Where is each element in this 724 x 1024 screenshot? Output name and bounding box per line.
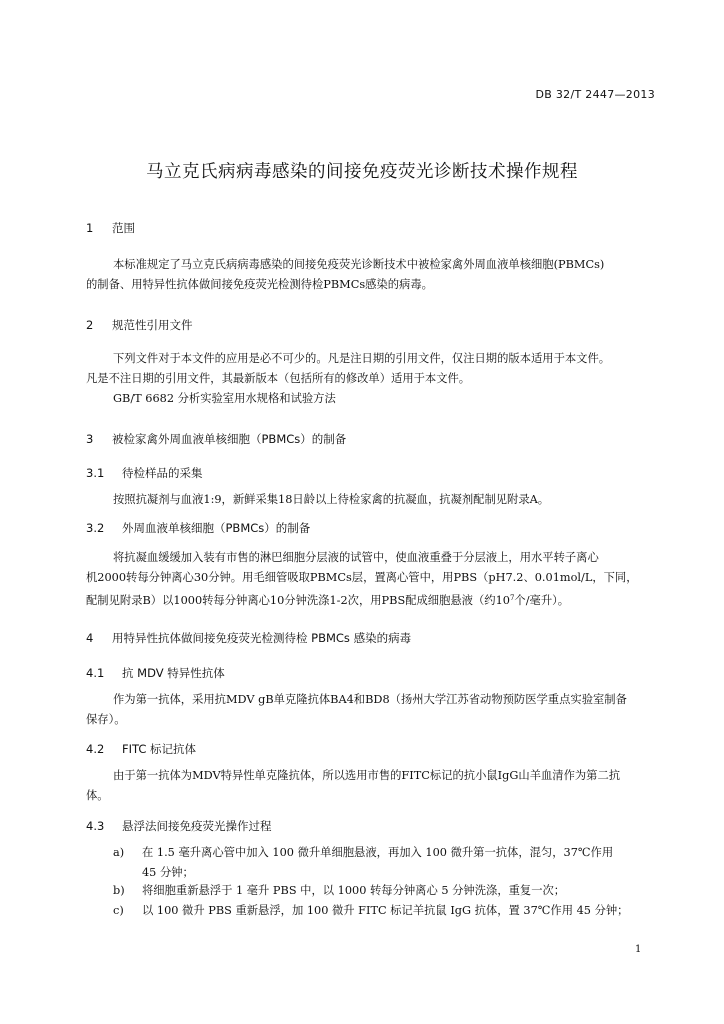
list-marker: a) [113,846,125,859]
standard-code: DB 32/T 2447—2013 [535,88,655,101]
subsection-number: 3.2 [86,521,105,535]
section-2-paragraph [86,349,656,409]
text-run: 个/毫升）。 [514,594,570,607]
subsection-title: 抗 MDV 特异性抗体 [122,666,225,680]
subsection-heading-4-2 [86,741,196,757]
subsection-3-2-paragraph [86,548,656,611]
page-number: 1 [635,944,642,955]
subsection-title: FITC 标记抗体 [122,742,197,756]
normative-reference: GB/T 6682 分析实验室用水规格和试验方法 [113,392,336,405]
list-item-text: 将细胞重新悬浮于 1 毫升 PBS 中，以 1000 转每分钟离心 5 分钟洗涤，重复一次； [142,884,566,897]
subsection-number: 4.1 [86,666,105,680]
section-number: 1 [86,221,94,235]
section-title: 范围 [112,221,135,235]
superscript-exponent: 7 [509,594,515,602]
paragraph-line: 凡是不注日期的引用文件，其最新版本（包括所有的修改单）适用于本文件。 [86,372,471,385]
section-number: 4 [86,631,94,645]
section-number: 2 [86,318,94,332]
paragraph-line: 按照抗凝剂与血液1:9，新鲜采集18日龄以上待检家禽的抗凝血，抗凝剂配制见附录A。 [113,493,550,506]
paragraph-line: 机2000转每分钟离心30分钟。用毛细管吸取PBMCs层，置离心管中，用PBS（pH7.2、0.01mol/L，下同， [86,571,638,584]
section-title: 规范性引用文件 [112,318,193,332]
paragraph-line: 由于第一抗体为MDV特异性单克隆抗体，所以选用市售的FITC标记的抗小鼠IgG山羊血清作为第二抗 [113,769,621,782]
subsection-title: 待检样品的采集 [122,466,203,480]
text-run: 配制见附录B）以1000转每分钟离心10分钟洗涤1-2次，用PBS配成细胞悬液（约10 [86,594,510,607]
paragraph-line: 将抗凝血缓缓加入装有市售的淋巴细胞分层液的试管中，使血液重叠于分层液上，用水平转子离心 [113,551,599,564]
subsection-title: 外周血液单核细胞（PBMCs）的制备 [122,521,311,535]
list-item-a [113,843,673,883]
subsection-3-1-paragraph [86,490,656,510]
document-title: 马立克氏病病毒感染的间接免疫荧光诊断技术操作规程 [146,162,578,182]
subsection-heading-3-2 [86,520,310,536]
subsection-number: 4.2 [86,742,105,756]
list-item-text: 45 分钟； [142,866,194,879]
section-heading-2 [86,317,193,333]
list-item-c [113,901,673,921]
section-title: 被检家禽外周血液单核细胞（PBMCs）的制备 [112,432,347,446]
paragraph-line: 保存）。 [86,713,126,726]
subsection-number: 4.3 [86,819,105,833]
subsection-4-1-paragraph [86,690,656,730]
section-heading-3 [86,431,346,447]
section-title: 用特异性抗体做间接免疫荧光检测待检 PBMCs 感染的病毒 [112,631,412,645]
list-marker: c) [113,904,124,917]
list-marker: b) [113,884,125,897]
section-number: 3 [86,432,94,446]
paragraph-line: 本标准规定了马立克氏病病毒感染的间接免疫荧光诊断技术中被检家禽外周血液单核细胞(PBMCs) [113,258,605,271]
paragraph-line: 的制备、用特异性抗体做间接免疫荧光检测待检PBMCs感染的病毒。 [86,278,433,291]
paragraph-line [59,588,656,611]
list-item-text: 以 100 微升 PBS 重新悬浮，加 100 微升 FITC 标记羊抗鼠 IgG 抗体，置 37℃作用 45 分钟； [142,904,629,917]
list-item-text: 在 1.5 毫升离心管中加入 100 微升单细胞悬液，再加入 100 微升第一抗体，混匀，37℃作用 [142,846,614,859]
subsection-heading-4-3 [86,818,272,834]
section-1-paragraph [86,255,656,295]
section-heading-1 [86,220,135,236]
subsection-heading-3-1 [86,465,203,481]
paragraph-line: 作为第一抗体，采用抗MDV gB单克隆抗体BA4和BD8（扬州大学江苏省动物预防医学重点实验室制备 [113,693,627,706]
section-heading-4 [86,630,411,646]
paragraph-line: 体。 [86,789,109,802]
subsection-title: 悬浮法间接免疫荧光操作过程 [122,819,272,833]
subsection-4-2-paragraph [86,766,656,806]
paragraph-line: 下列文件对于本文件的应用是必不可少的。凡是注日期的引用文件，仅注日期的版本适用于本文件。 [113,352,611,365]
list-item-b [113,881,673,901]
subsection-heading-4-1 [86,665,225,681]
subsection-number: 3.1 [86,466,105,480]
